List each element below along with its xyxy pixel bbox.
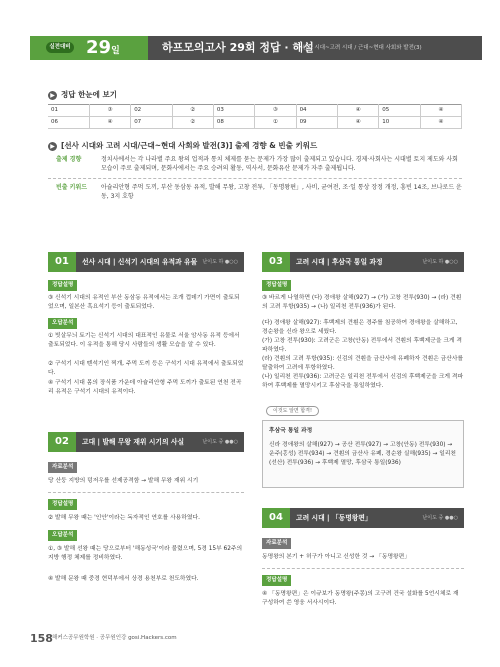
- wrong-item: ① 빗살무늬 토기는 신석기 시대의 대표적인 유물로 서울 암사동 유적 등에서 출토되었다. 이 유적을 통해 당시 사람들의 생활 모습을 알 수 있다.: [48, 333, 240, 348]
- answer-cell: ①: [255, 117, 296, 129]
- explanation-item: (다) 경애왕 살해(927): 후백제의 견훤은 경주를 침공하여 경애왕을 살해하고, 경순왕을 신라 왕으로 세웠다.: [262, 320, 458, 335]
- answer-cell: ④: [337, 105, 378, 117]
- footer-text: 해커스공무원학원 · 공무원인강 gosi.Hackers.com: [52, 635, 177, 641]
- question-number-cell: 10: [379, 117, 420, 129]
- trend-text: 정치사에서는 각 나라별 주요 왕의 업적과 통치 체제를 묻는 문제가 가장 많이 출제되고 있습니다. 경제·사회사는 시대별 토지 제도와 사회 모습이 주로 출제되며, 문화사에서는 주요 승려의 활동, 역사서, 문화유산 문제가 자주 출제됩니다.: [101, 156, 458, 172]
- answer-text: ② 발해 무왕 때는 '인안'이라는 독자적인 연호를 사용하였다.: [48, 515, 200, 521]
- page-title: 하프모의고사 29회 정답 · 해설: [162, 41, 314, 54]
- question-number-cell: 02: [131, 105, 172, 117]
- day-number: 29일: [86, 37, 120, 58]
- arrow-icon: ▶: [48, 91, 57, 100]
- question-number: 02: [48, 432, 76, 452]
- header-badge: 실전대비: [46, 42, 74, 53]
- answer-cell: ④: [420, 105, 461, 117]
- question-title: 고려 시대 | 후삼국 통일 과정: [296, 258, 383, 266]
- wrong-item: ④ 발해 문왕 때 중경 현덕부에서 상경 용천부로 천도하였다.: [48, 576, 199, 582]
- answer-table: [48, 104, 462, 129]
- answer-cell: ③: [255, 105, 296, 117]
- trend-box: [48, 156, 462, 205]
- answer-cell: ④: [337, 117, 378, 129]
- question-number-cell: 07: [131, 117, 172, 129]
- arrow-icon: ▶: [48, 142, 57, 151]
- keyword-text: 아슐리안형 주먹 도끼, 부산 동삼동 유적, 발해 무왕, 고창 전투, 「동명왕편」, 사비, 균여전, 조·일 통상 장정 개정, 흥빈 14조, 브나로드 운동, 3지 호항: [101, 184, 462, 201]
- source-text: 당 산둥 지방의 덩저우를 선제공격함 → 발해 무왕 재위 시기: [48, 478, 199, 484]
- answer-text: ③ 바르게 나열하면 (다) 경애왕 살해(927) → (가) 고창 전투(930) → (라) 견훤의 고려 투항(935) → (나) 일리천 전투(936)가 된다.: [262, 295, 462, 310]
- answer-text: ④ 「동명왕편」은 이규보가 동명왕(주몽)의 고구려 건국 설화를 5언시체로 재구성하여 쓴 영웅 서사시이다.: [262, 591, 459, 606]
- page-number: 158: [30, 632, 53, 645]
- answer-cell: ②: [172, 117, 213, 129]
- keyword-label: 빈출 키워드: [56, 184, 88, 192]
- answer-text: ③ 신석기 시대의 유적인 부산 동삼동 유적에서는 조개 껍데기 가면이 출토되었으며, 일본산 흑요석기 등이 출토되었다.: [48, 295, 240, 310]
- answer-row: [48, 105, 462, 117]
- difficulty-label: 난이도 하 ●○○: [422, 259, 458, 265]
- wrong-item: ①, ③ 발해 선왕 때는 당으로부터 '해동성국'이라 불렸으며, 5경 15부 62주의 지방 행정 체제를 정비하였다.: [48, 546, 243, 561]
- answer-cell: ④: [89, 117, 130, 129]
- answer-tag: 정답설명: [48, 280, 77, 291]
- tip-box: [262, 420, 464, 488]
- tip-text: 신라 경애왕의 살해(927) → 공산 전투(927) → 고창(안동) 전투(930) → 운주(홍성) 전투(934) → 견훤의 금산사 유폐, 경순왕 실해(935) → 일리천(선산) 전투(936) → 후백제 멸망, 후삼국 통일(936): [269, 442, 457, 466]
- trend-heading: ▶ [선사 시대와 고려 시대/근대~현대 사회와 발전(3)] 출제 경향 & 빈출 키워드: [48, 141, 317, 152]
- answer-tag: 정답설명: [48, 499, 77, 510]
- question-header: [48, 252, 244, 272]
- page-subtitle: 선사 시대~고려 시대 / 근대~현대 사회와 발전(3): [302, 45, 422, 51]
- wrong-item: ② 구석기 시대 뗀석기인 찍개, 주먹 도끼 등은 구석기 시대 유적에서 출토되었다.: [48, 361, 244, 376]
- header-day-block: [30, 36, 148, 60]
- wrong-item: ④ 구석기 시대 몸의 장식품 가운데 아슐리안형 주먹 도끼가 출토된 연천 전곡리 유적은 구석기 시대의 유적이다.: [48, 380, 242, 395]
- wrong-tag: 오답분석: [48, 530, 77, 541]
- question-number-cell: 05: [379, 105, 420, 117]
- difficulty-label: 난이도 중 ●●○: [202, 439, 238, 445]
- question-title: 선사 시대 | 신석기 시대의 유적과 유물: [82, 258, 198, 266]
- question-number-cell: 04: [296, 105, 337, 117]
- answers-heading: ▶ 정답 한눈에 보기: [48, 90, 117, 101]
- source-text: 동명왕의 본기 + 허구가 아니고 신성한 것 → 「동명왕편」: [262, 554, 411, 560]
- divider: [48, 492, 244, 493]
- question-header: [48, 432, 244, 452]
- answer-cell: ③: [89, 105, 130, 117]
- explanation-item: (라) 견훤의 고려 투항(935): 신검의 견훤을 금산사에 유폐하자 견훤은 금산사를 탈출하여 고려에 투항하였다.: [262, 356, 464, 371]
- question-header: [262, 252, 464, 272]
- question-number: 01: [48, 252, 76, 272]
- difficulty-label: 난이도 하 ●○○: [202, 259, 238, 265]
- trend-label: 출제 경향: [56, 156, 82, 163]
- wrong-tag: 오답분석: [48, 318, 77, 329]
- question-title: 고려 시대 | 「동명왕편」: [296, 514, 372, 522]
- question-number-cell: 06: [48, 117, 89, 129]
- question-title: 고대 | 발해 무왕 재위 시기의 사실: [82, 438, 185, 446]
- answer-tag: 정답설명: [262, 575, 291, 586]
- divider: [262, 568, 464, 569]
- page-header: [30, 36, 482, 60]
- answer-cell: ②: [172, 105, 213, 117]
- difficulty-label: 난이도 중 ●●○: [422, 515, 458, 521]
- question-number-cell: 01: [48, 105, 89, 117]
- tip-pill: 이것도 알면 합격!: [266, 406, 319, 416]
- divider: [48, 178, 462, 179]
- explanation-item: (가) 고창 전투(930): 고려군은 고창(안동) 전투에서 견훤의 후백제군을 크게 격파하였다.: [262, 338, 462, 353]
- question-number-cell: 08: [213, 117, 254, 129]
- question-number-cell: 09: [296, 117, 337, 129]
- source-tag: 자료분석: [48, 462, 77, 473]
- header-title-block: [148, 36, 482, 60]
- question-number: 04: [262, 508, 290, 528]
- answer-cell: ④: [420, 117, 461, 129]
- source-tag: 자료분석: [262, 538, 291, 549]
- explanation-item: (나) 일리천 전투(936): 고려군은 일리천 전투에서 신검의 후백제군을 크게 격파하여 후백제를 멸망시키고 후삼국을 통일하였다.: [262, 374, 464, 389]
- question-number-cell: 03: [213, 105, 254, 117]
- question-header: [262, 508, 464, 528]
- answer-row: [48, 117, 462, 129]
- tip-title: 후삼국 통일 과정: [269, 428, 313, 434]
- question-number: 03: [262, 252, 290, 272]
- answer-tag: 정답설명: [262, 280, 291, 291]
